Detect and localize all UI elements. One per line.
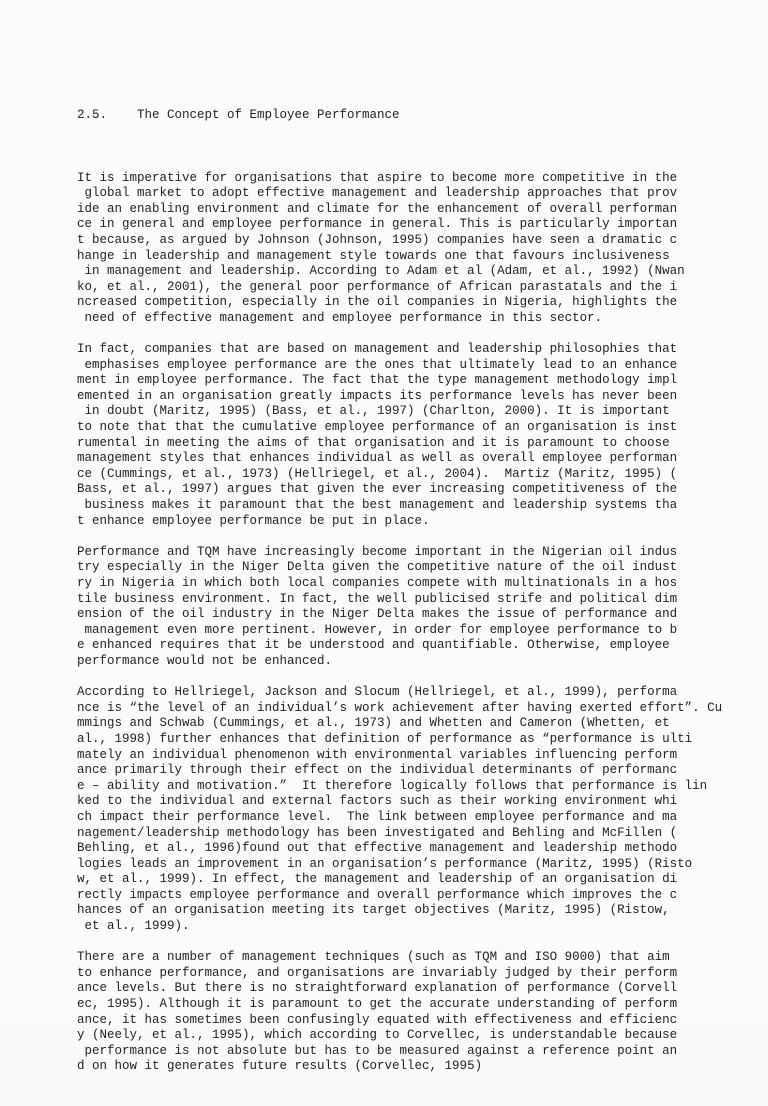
text-line: performance would not be enhanced.	[77, 653, 333, 668]
text-line: e – ability and motivation.” It therefore logically follows that performance is lin	[77, 778, 708, 793]
text-line: global market to adopt effective management and leadership approaches that prov	[77, 186, 678, 201]
text-line: It is imperative for organisations that aspire to become more competitive in the	[77, 170, 678, 185]
text-line: try especially in the Niger Delta given the competitive nature of the oil indust	[77, 560, 678, 575]
text-line: ment in employee performance. The fact that the type management methodology impl	[77, 373, 678, 388]
text-line: d on how it generates future results (Corvellec, 1995)	[77, 1059, 483, 1074]
section-heading: 2.5. The Concept of Employee Performance	[77, 108, 400, 123]
paragraph	[77, 685, 757, 935]
text-line: mately an individual phenomenon with environmental variables influencing perform	[77, 747, 678, 762]
text-line: ance primarily through their effect on the individual determinants of performanc	[77, 763, 678, 778]
text-line: ry in Nigeria in which both local companies compete with multinationals in a hos	[77, 576, 678, 590]
text-line: to enhance performance, and organisations are invariably judged by their perform	[77, 965, 678, 980]
text-line: emphasises employee performance are the ones that ultimately lead to an enhance	[77, 357, 678, 372]
paragraphs-container	[77, 171, 757, 1075]
text-line: ide an enabling environment and climate for the enhancement of overall performan	[77, 201, 678, 216]
text-line: ance, it has sometimes been confusingly equated with effectiveness and efficienc	[77, 1012, 678, 1027]
document-body	[77, 77, 757, 1106]
text-line: in management and leadership. According to Adam et al (Adam, et al., 1992) (Nwan	[77, 264, 685, 279]
text-line: nagement/leadership methodology has been investigated and Behling and McFillen (	[77, 825, 678, 840]
text-line: y (Neely, et al., 1995), which according to Corvellec, is understandable because	[77, 1028, 678, 1043]
text-line: emented in an organisation greatly impacts its performance levels has never been	[77, 388, 678, 403]
text-line: management styles that enhances individual as well as overall employee performan	[77, 451, 678, 466]
text-line: management even more pertinent. However, in order for employee performance to b	[77, 622, 678, 637]
text-line: ncreased competition, especially in the oil companies in Nigeria, highlights the	[77, 295, 678, 310]
text-line: There are a number of management techniques (such as TQM and ISO 9000) that aim	[77, 950, 670, 965]
text-line: Performance and TQM have increasingly become important in the Nigerian oil indus	[77, 544, 678, 559]
text-line: Behling, et al., 1996)found out that effective management and leadership methodo	[77, 841, 678, 856]
text-line: hances of an organisation meeting its target objectives (Maritz, 1995) (Ristow,	[77, 903, 670, 918]
text-line: ked to the individual and external factors such as their working environment whi	[77, 794, 678, 809]
text-line: logies leads an improvement in an organisation’s performance (Maritz, 1995) (Risto	[77, 856, 693, 871]
paragraph	[77, 342, 757, 529]
text-line: mmings and Schwab (Cummings, et al., 1973) and Whetten and Cameron (Whetten, et	[77, 716, 670, 731]
paragraph	[77, 171, 757, 327]
text-line: ension of the oil industry in the Niger Delta makes the issue of performance and	[77, 607, 678, 622]
text-line: t enhance employee performance be put in place.	[77, 513, 430, 528]
text-line: to note that that the cumulative employee performance of an organisation is inst	[77, 420, 678, 435]
text-line: In fact, companies that are based on management and leadership philosophies that	[77, 342, 678, 357]
text-line: need of effective management and employee performance in this sector.	[77, 310, 603, 325]
text-line: in doubt (Maritz, 1995) (Bass, et al., 1997) (Charlton, 2000). It is important	[77, 404, 670, 419]
text-line: performance is not absolute but has to be measured against a reference point an	[77, 1043, 678, 1058]
text-line: According to Hellriegel, Jackson and Slocum (Hellriegel, et al., 1999), performa	[77, 685, 678, 700]
text-line: rumental in meeting the aims of that organisation and it is paramount to choose	[77, 435, 670, 450]
text-line: ance levels. But there is no straightforward explanation of performance (Corvell	[77, 981, 678, 996]
paragraph	[77, 950, 757, 1075]
text-line: hange in leadership and management style towards one that favours inclusiveness	[77, 248, 670, 263]
text-line: business makes it paramount that the best management and leadership systems tha	[77, 498, 678, 513]
text-line: ce (Cummings, et al., 1973) (Hellriegel, et al., 2004). Martiz (Maritz, 1995) (	[77, 466, 678, 481]
text-line: Bass, et al., 1997) argues that given the ever increasing competitiveness of the	[77, 482, 678, 497]
text-line: ec, 1995). Although it is paramount to get the accurate understanding of perform	[77, 997, 678, 1012]
text-line: ko, et al., 2001), the general poor performance of African parastatals and the i	[77, 279, 678, 294]
text-line: tile business environment. In fact, the well publicised strife and political dim	[77, 591, 678, 606]
text-line: ch impact their performance level. The link between employee performance and ma	[77, 809, 678, 824]
text-line: ce in general and employee performance in general. This is particularly importan	[77, 217, 678, 232]
paragraph	[77, 545, 757, 670]
text-line: al., 1998) further enhances that definition of performance as “performance is ulti	[77, 731, 693, 746]
text-line: t because, as argued by Johnson (Johnson, 1995) companies have seen a dramatic c	[77, 232, 678, 247]
text-line: e enhanced requires that it be understood and quantifiable. Otherwise, employee	[77, 638, 670, 653]
text-line: rectly impacts employee performance and overall performance which improves the c	[77, 887, 678, 902]
text-line: et al., 1999).	[77, 919, 190, 934]
text-line: w, et al., 1999). In effect, the management and leadership of an organisation di	[77, 872, 678, 887]
text-line: nce is “the level of an individual’s work achievement after having exerted effort”. Cu	[77, 700, 723, 715]
